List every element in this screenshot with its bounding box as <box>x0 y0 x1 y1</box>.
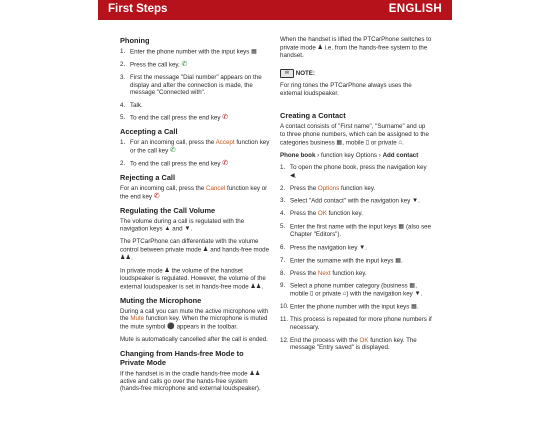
private-category-icon: ⌂ <box>398 138 403 146</box>
section-heading-phoning: Phoning <box>120 36 150 45</box>
list-item: 7. Enter the surname with the input keys ▦. <box>280 256 403 265</box>
cancel-key-label: Cancel <box>206 185 226 193</box>
hands-free-mode-icon: ♟♟ <box>249 369 261 377</box>
list-item: 1. Enter the phone number with the input keys ▦ <box>120 48 257 56</box>
nav-down-icon: ▼ <box>184 225 191 233</box>
list-item: 2. Press the call key. ✆ <box>120 61 188 69</box>
list-item: 3. First the message "Dial number" appears on the display and after the connection is made, the message "Connected with". <box>120 74 262 97</box>
end-key-icon: ✆ <box>153 192 160 200</box>
list-item: 1. To open the phone book, press the navigation key ◀. <box>280 164 427 180</box>
paragraph: When the handset is lifted the PTCarPhone switches to private mode ♟ i.e. from the hands-free system to the handset. <box>280 36 432 59</box>
menu-path: Phone book › function key Options › Add contact <box>280 151 419 159</box>
business-category-icon: ▦ <box>336 138 343 146</box>
list-item: 1. For an incoming call, press the Accept function key or the call key ✆ <box>120 139 270 155</box>
list-item: 4. Press the OK function key. <box>280 210 363 218</box>
nav-down-icon: ▼ <box>359 243 366 251</box>
mute-key-label: Mute <box>130 315 145 323</box>
list-item: 2. To end the call press the end key ✆ <box>120 160 229 168</box>
section-heading-rejecting: Rejecting a Call <box>120 173 176 183</box>
page-title: First Steps <box>108 3 168 15</box>
section-heading-changing: Changing from Hands-free Mode to Private Mode <box>120 348 244 367</box>
nav-left-icon: ◀ <box>290 171 295 179</box>
list-item: 5. To end the call press the end key ✆ <box>120 114 229 122</box>
paragraph: The volume during a call is regulated with the navigation keys ▲ and ▼. <box>120 217 245 233</box>
list-item: 11. This process is repeated for more phone numbers if necessary. <box>280 316 432 332</box>
left-column <box>120 36 270 398</box>
section-heading-volume: Regulating the Call Volume <box>120 205 216 215</box>
list-item: 3. Select "Add contact" with the navigation key ▼. <box>280 197 420 205</box>
section-heading-muting: Muting the Microphone <box>120 295 202 305</box>
list-item: 8. Press the Next function key. <box>280 269 367 277</box>
call-key-icon: ✆ <box>169 147 176 155</box>
list-item: 12. End the process with the OK function key. The message "Entry saved" is displayed. <box>280 336 417 352</box>
keypad-icon: ▦ <box>398 223 405 231</box>
private-mode-icon: ♟ <box>317 43 324 51</box>
list-item: 2. Press the Options function key. <box>280 184 376 192</box>
list-item: 5. Enter the first name with the input keys ▦ (also see Chapter "Editors"). <box>280 223 432 239</box>
business-category-icon: ▦ <box>409 282 416 290</box>
paragraph: During a call you can mute the active microphone with the Mute function key. When the microphone is muted the mute symbol ⚫ appears in the toolbar. <box>120 307 269 331</box>
paragraph: In private mode ♟ the volume of the handset loudspeaker is regulated. However, the volume of the external loudspeaker is set in hands-free mode ♟♟. <box>120 267 266 291</box>
paragraph: Mute is automatically cancelled after the call is ended. <box>120 335 268 343</box>
mobile-category-icon: ▯ <box>309 290 314 298</box>
note-block <box>280 69 432 97</box>
list-item: 9. Select a phone number category (business ▦, mobile ▯ or private ⌂) with the navigation key ▼. <box>280 282 423 298</box>
keypad-icon: ▦ <box>395 256 402 264</box>
note-label: NOTE: <box>295 70 315 78</box>
path-separator-icon: › <box>317 151 320 159</box>
list-item: 4. Talk. <box>120 101 143 109</box>
nav-up-icon: ▲ <box>164 225 171 233</box>
private-mode-icon: ♟ <box>164 267 170 275</box>
hands-free-mode-icon: ♟♟ <box>120 254 132 261</box>
end-key-icon: ✆ <box>222 160 229 168</box>
private-mode-icon: ♟ <box>202 245 209 253</box>
paragraph: A contact consists of "First name", "Surname" and up to three phone numbers, which can be assigned to the categories business ▦, mobile ▯ or private ⌂. <box>280 123 429 147</box>
page-header <box>98 0 452 20</box>
accept-key-label: Accept <box>215 139 235 147</box>
hands-free-mode-icon: ♟♟ <box>250 282 262 290</box>
path-separator-icon: › <box>378 151 381 159</box>
end-key-icon: ✆ <box>222 114 229 122</box>
keypad-icon: ▦ <box>251 48 257 55</box>
note-icon: ✉ <box>280 69 294 78</box>
paragraph: The PTCarPhone can differentiate with the volume control between private mode ♟ and hands-free mode ♟♟. <box>120 238 270 262</box>
call-key-icon: ✆ <box>181 61 188 69</box>
paragraph: For an incoming call, press the Cancel function key or the end key ✆ <box>120 185 268 201</box>
nav-down-icon: ▼ <box>412 197 419 205</box>
mobile-category-icon: ▯ <box>365 138 370 146</box>
section-heading-contact: Creating a Contact <box>280 111 346 121</box>
private-category-icon: ⌂ <box>342 290 347 298</box>
list-item: 6. Press the navigation key ▼. <box>280 243 368 252</box>
section-heading-accepting: Accepting a Call <box>120 127 178 137</box>
mute-symbol-icon: ⚫ <box>167 322 175 330</box>
note-text: For ring tones the PTCarPhone always uses the external loudspeaker. <box>280 82 412 97</box>
right-column <box>280 36 432 357</box>
language-label: ENGLISH <box>388 3 442 15</box>
list-item: 10. Enter the phone number with the input keys ▦. <box>280 303 419 311</box>
keypad-icon: ▦ <box>411 303 417 311</box>
nav-down-icon: ▼ <box>414 290 421 298</box>
paragraph: If the handset is in the cradle hands-free mode ♟♟ active and calls go over the hands-free system (hands-free microphone and external loudspeaker). <box>120 369 261 393</box>
